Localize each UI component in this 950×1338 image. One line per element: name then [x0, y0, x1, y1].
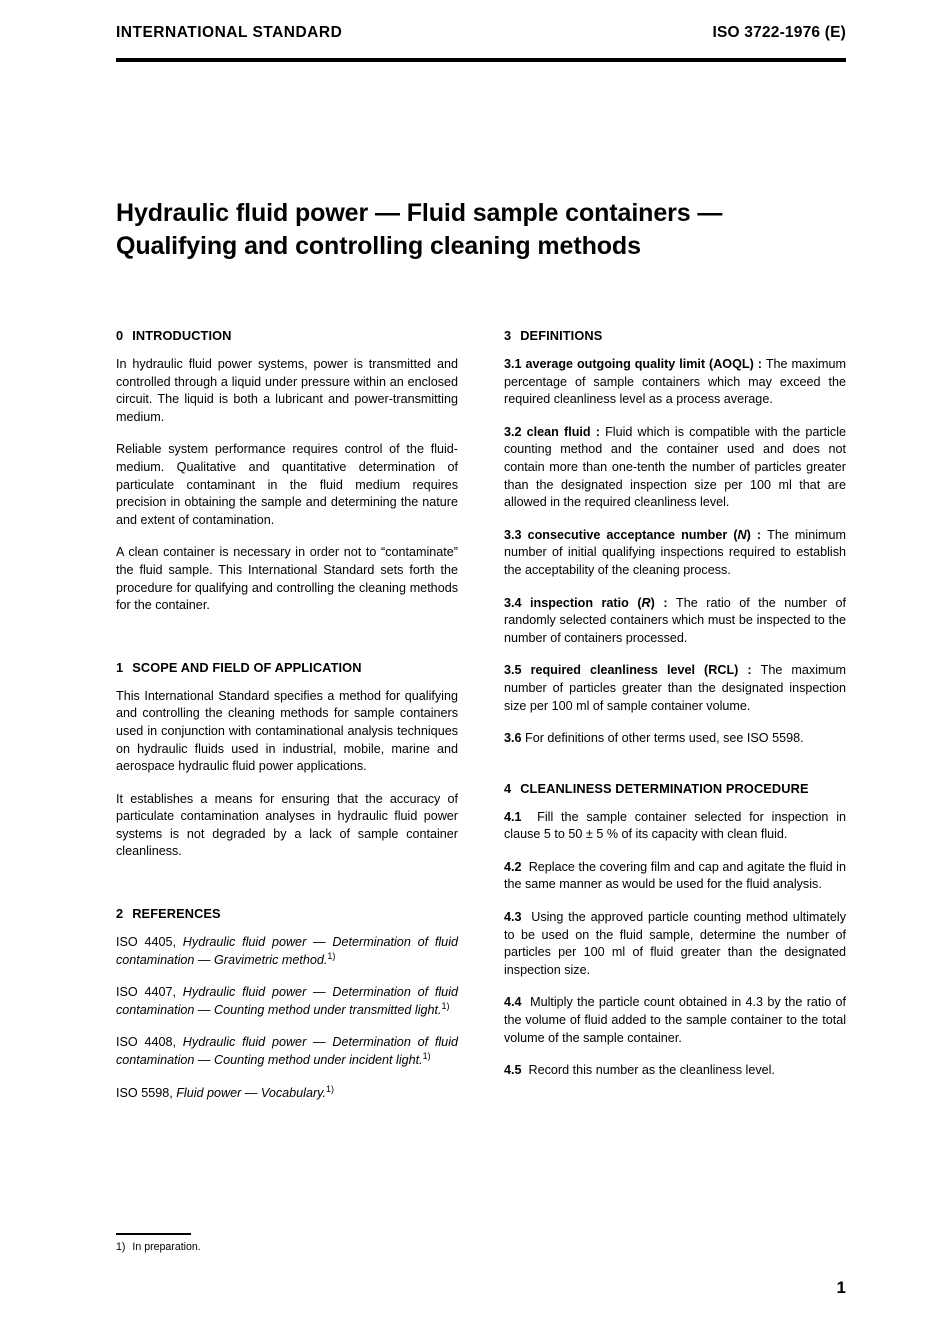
footnote-marker: 1) — [327, 950, 336, 961]
definition-text: The minimum number of initial qualifying inspections required to establish the acceptability of the cleaning process. — [504, 527, 846, 577]
page-title-line-1: Hydraulic fluid power — Fluid sample containers — — [116, 199, 723, 227]
definition-number: 3.3 — [504, 527, 522, 542]
procedure-text: Replace the covering film and cap and agitate the fluid in the same manner as would be used for the fluid analysis. — [504, 859, 846, 892]
definition-term: clean fluid — [526, 424, 591, 439]
definition-number: 3.2 — [504, 424, 522, 439]
procedure-number: 4.4 — [504, 995, 522, 1010]
scope-paragraph-2: It establishes a means for ensuring that the accuracy of particulate contamination analyses in hydraulic fluid power systems is not degraded by a lack of sample container cleanliness. — [116, 791, 458, 859]
section-title-2: REFERENCES — [132, 906, 221, 922]
intro-paragraph-2: Reliable system performance requires control of the fluid-medium. Qualitative and quantitative determination of particulate contaminant in the fluid medium requires precision in obtaining the sample and determining the nature and extent of contamination. — [116, 442, 458, 527]
procedure-item — [504, 1062, 846, 1080]
procedure-text: Fill the sample container selected for inspection in clause 5 to 50 ± 5 % of its capacity with clean fluid. — [504, 809, 846, 842]
footnote-marker: 1) — [441, 1000, 450, 1011]
body-columns — [116, 328, 846, 1102]
section-number-2: 2 — [116, 906, 124, 922]
definition-number: 3.1 — [504, 357, 522, 371]
section-number-1: 1 — [116, 659, 124, 675]
footnote — [116, 1240, 201, 1254]
reference-title: Hydraulic fluid power — Determination of fluid contamination — Gravimetric method. — [116, 935, 458, 967]
definition-text: The maximum percentage of sample containers which may exceed the required cleanliness level as a process average. — [504, 357, 847, 407]
footnote-marker: 1) — [326, 1083, 335, 1094]
section-number-3: 3 — [504, 328, 512, 343]
definition-separator: : — [750, 527, 768, 542]
section-heading-references — [116, 906, 458, 921]
section-heading-scope — [116, 660, 458, 675]
reference-code: ISO 4407, — [116, 985, 176, 1000]
procedure-item — [504, 994, 846, 1047]
definition-number: 3.6 — [504, 731, 522, 746]
reference-entry — [116, 1085, 458, 1103]
definition-separator: : — [590, 424, 606, 439]
scope-paragraph-1: This International Standard specifies a method for qualifying and controlling the cleaning methods for sample containers used in conjunction with contaminational analysis techniques on hydraulic fluids used in industrial, mobile, marine and aerospace hydraulic fluid power applications. — [116, 688, 458, 774]
procedure-number: 4.5 — [504, 1063, 522, 1078]
procedure-number: 4.3 — [504, 910, 522, 925]
definition-item — [504, 424, 846, 512]
reference-title: Fluid power — Vocabulary. — [176, 1085, 327, 1100]
section-spacer — [504, 763, 846, 781]
section-heading-definitions — [504, 328, 846, 343]
definition-separator: : — [738, 663, 761, 678]
section-spacer — [116, 630, 458, 660]
reference-entry — [116, 984, 458, 1019]
definition-item — [504, 356, 846, 409]
intro-paragraph-3: A clean container is necessary in order not to “contaminate” the fluid sample. This International Standard sets forth the procedure for qualifying and controlling the cleaning methods for the container. — [116, 545, 458, 613]
section-heading-introduction — [116, 328, 458, 343]
footnote-text: In preparation. — [132, 1241, 201, 1253]
reference-code: ISO 5598, — [116, 1085, 173, 1100]
definition-item: 3.4 inspection ratio (R) : The ratio of the number of randomly selected containers which must be inspected to the number of containers processed. — [504, 595, 846, 645]
definition-term-variable: R — [641, 595, 651, 610]
procedure-item — [504, 809, 846, 844]
section-title-0: INTRODUCTION — [132, 328, 232, 343]
header-standard-number: ISO 3722-1976 (E) — [712, 24, 846, 41]
definition-term: consecutive acceptance number — [527, 527, 728, 542]
definition-term: average outgoing quality limit (AOQL) — [525, 357, 754, 371]
reference-entry — [116, 1034, 458, 1069]
reference-code: ISO 4405, — [116, 935, 176, 950]
section-number-0: 0 — [116, 328, 124, 343]
header-divider-rule — [116, 58, 846, 62]
footnote-divider-rule — [116, 1233, 191, 1235]
page-number: 1 — [836, 1278, 846, 1297]
section-title-1: SCOPE AND FIELD OF APPLICATION — [132, 659, 362, 675]
page-title-line-2: Qualifying and controlling cleaning methods — [116, 232, 641, 260]
section-spacer — [116, 876, 458, 906]
section-title-3: DEFINITIONS — [520, 328, 603, 343]
page-header — [116, 24, 846, 42]
definition-item — [504, 662, 846, 715]
procedure-text: Record this number as the cleanliness level. — [528, 1063, 775, 1078]
reference-code: ISO 4408, — [116, 1035, 176, 1050]
reference-title: Hydraulic fluid power — Determination of fluid contamination — Counting method under transmitted light. — [116, 985, 458, 1017]
section-title-4: CLEANLINESS DETERMINATION PROCEDURE — [520, 780, 809, 796]
intro-paragraph-1: In hydraulic fluid power systems, power is transmitted and controlled through a liquid under pressure within an enclosed circuit. The liquid is both a lubricant and power-transmitting medium. — [116, 357, 458, 424]
header-standard-label: INTERNATIONAL STANDARD — [116, 24, 343, 41]
definition-text: The ratio of the number of randomly selected containers which must be inspected to the number of containers processed. — [504, 595, 846, 645]
definition-term: inspection ratio — [530, 595, 629, 610]
definition-separator: : — [753, 357, 766, 371]
procedure-text: Multiply the particle count obtained in 4.3 by the ratio of the volume of fluid added to the sample container to the total volume of the sample container. — [504, 995, 847, 1045]
procedure-number: 4.2 — [504, 859, 522, 874]
definition-text: Fluid which is compatible with the particle counting method and the container used and does not contain more than one-tenth the number of particles greater than the designated inspection size per 100 ml that are allowed in the required cleanliness level. — [504, 424, 846, 510]
definition-item: 3.3 consecutive acceptance number (N) : The minimum number of initial qualifying inspections required to establish the acceptability of the cleaning process. — [504, 527, 846, 577]
definition-term-variable: N — [737, 527, 747, 542]
reference-entry — [116, 934, 458, 969]
section-number-4: 4 — [504, 780, 512, 796]
section-heading-procedure — [504, 781, 846, 796]
page-title — [116, 197, 856, 263]
footnote-marker: 1) — [422, 1050, 431, 1061]
definition-separator: : — [654, 595, 677, 610]
definition-term: required cleanliness level (RCL) — [530, 663, 739, 678]
procedure-item — [504, 859, 846, 894]
definition-text: The maximum number of particles greater than the designated inspection size per 100 ml of sample container volume. — [504, 663, 846, 713]
procedure-item — [504, 909, 846, 979]
definition-number: 3.4 — [504, 595, 522, 610]
definition-text: For definitions of other terms used, see ISO 5598. — [525, 731, 804, 746]
procedure-text: Using the approved particle counting method ultimately to be used on the fluid sample, determine the number of particles per 100 ml of fluid greater than the designated inspection size. — [504, 910, 847, 977]
definition-item — [504, 730, 846, 748]
reference-title: Hydraulic fluid power — Determination of fluid contamination — Counting method under incident light. — [116, 1035, 458, 1068]
definition-number: 3.5 — [504, 663, 522, 678]
procedure-number: 4.1 — [504, 809, 522, 824]
footnote-number: 1) — [116, 1241, 126, 1253]
right-column — [504, 328, 846, 1102]
left-column — [116, 328, 458, 1102]
